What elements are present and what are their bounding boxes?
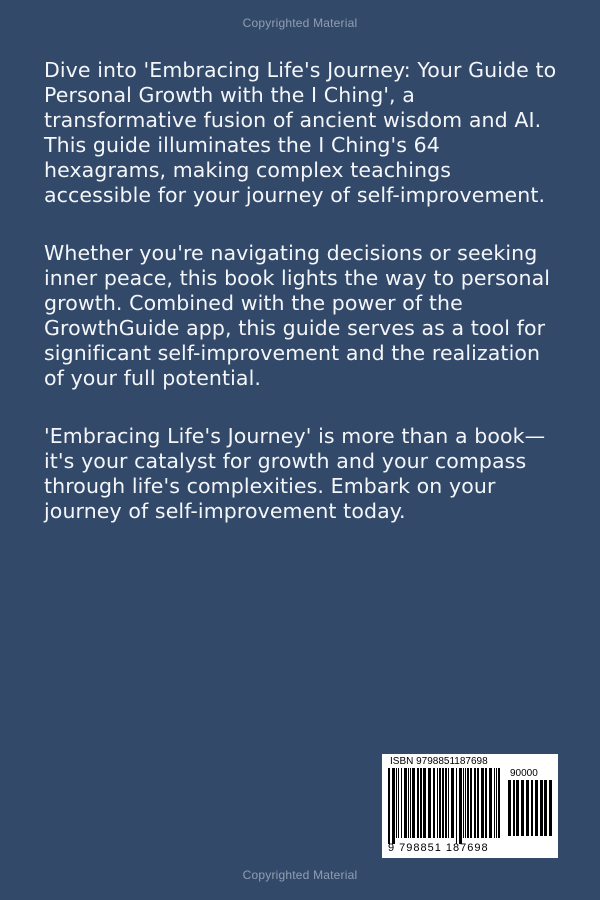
isbn-barcode [382,754,558,858]
isbn-digits: 9 798851 187698 [388,842,489,854]
barcode-bar [489,768,492,838]
barcode-bar [445,768,447,838]
barcode-bar [442,768,444,838]
addon-bars [508,780,552,842]
barcode-bar [412,768,415,838]
barcode-bar [535,780,538,836]
barcode-bar [526,780,529,836]
price-code: 90000 [510,768,538,779]
barcode-bar [459,768,462,844]
barcode-bar [437,768,438,838]
barcode-bar [477,768,479,838]
barcode-bar [408,768,409,838]
barcode-bar [439,768,441,838]
barcode-bar [467,768,469,838]
barcode-bar [396,768,397,838]
barcode-bar [498,768,500,838]
barcode-bar [423,768,426,838]
barcode-bar [549,780,552,836]
barcode-bar [451,768,454,838]
isbn-label: ISBN 9798851187698 [390,756,488,767]
description-paragraph-1: Dive into 'Embracing Life's Journey: Your Guide to Personal Growth with the I Ching', a transformative fusion of ancient wisdom and AI. This guide illuminates the I Ching's 64 hexagrams, making complex teachings accessible for your journey of self-improvement. [44,58,557,207]
barcode-bar [540,780,543,836]
barcode-bar [496,768,497,838]
barcode-bar [433,768,435,838]
barcode-bar [420,768,422,838]
barcode-bar [474,768,476,838]
description-paragraph-3: 'Embracing Life's Journey' is more than a book—it's your catalyst for growth and your compass through life's complexities. Embark on your journey of self-improvement today. [44,424,546,523]
barcode-bar [388,768,390,844]
barcode-bar [470,768,472,838]
barcode-bar [494,768,495,838]
ean13-bars [388,768,504,844]
barcode-bar [465,768,466,838]
barcode-bar [404,768,407,838]
barcode-bar [463,768,464,838]
barcode-bar [410,768,411,838]
barcode-bar [531,780,533,836]
barcode-bar [513,780,515,836]
barcode-bar [481,768,484,838]
barcode-bar [456,768,457,844]
barcode-bar [508,780,511,836]
barcode-bar [417,768,419,838]
barcode-bar [428,768,431,838]
barcode-bar [516,780,519,836]
barcode-bar [401,768,402,838]
copyright-watermark-top: Copyrighted Material [242,16,358,30]
barcode-bar [448,768,449,838]
barcode-bar [521,780,524,836]
barcode-bar [398,768,399,838]
description-paragraph-2: Whether you're navigating decisions or seeking inner peace, this book lights the way to personal growth. Combined with the power of the GrowthGuide app, this guide serves as a tool for significant self-improvement and the realization of your full potential. [44,241,551,390]
barcode-bar [485,768,487,838]
barcode-bar [544,780,547,836]
barcode-bar [392,768,395,844]
copyright-watermark-bottom: Copyrighted Material [242,868,358,882]
book-description [44,58,559,557]
